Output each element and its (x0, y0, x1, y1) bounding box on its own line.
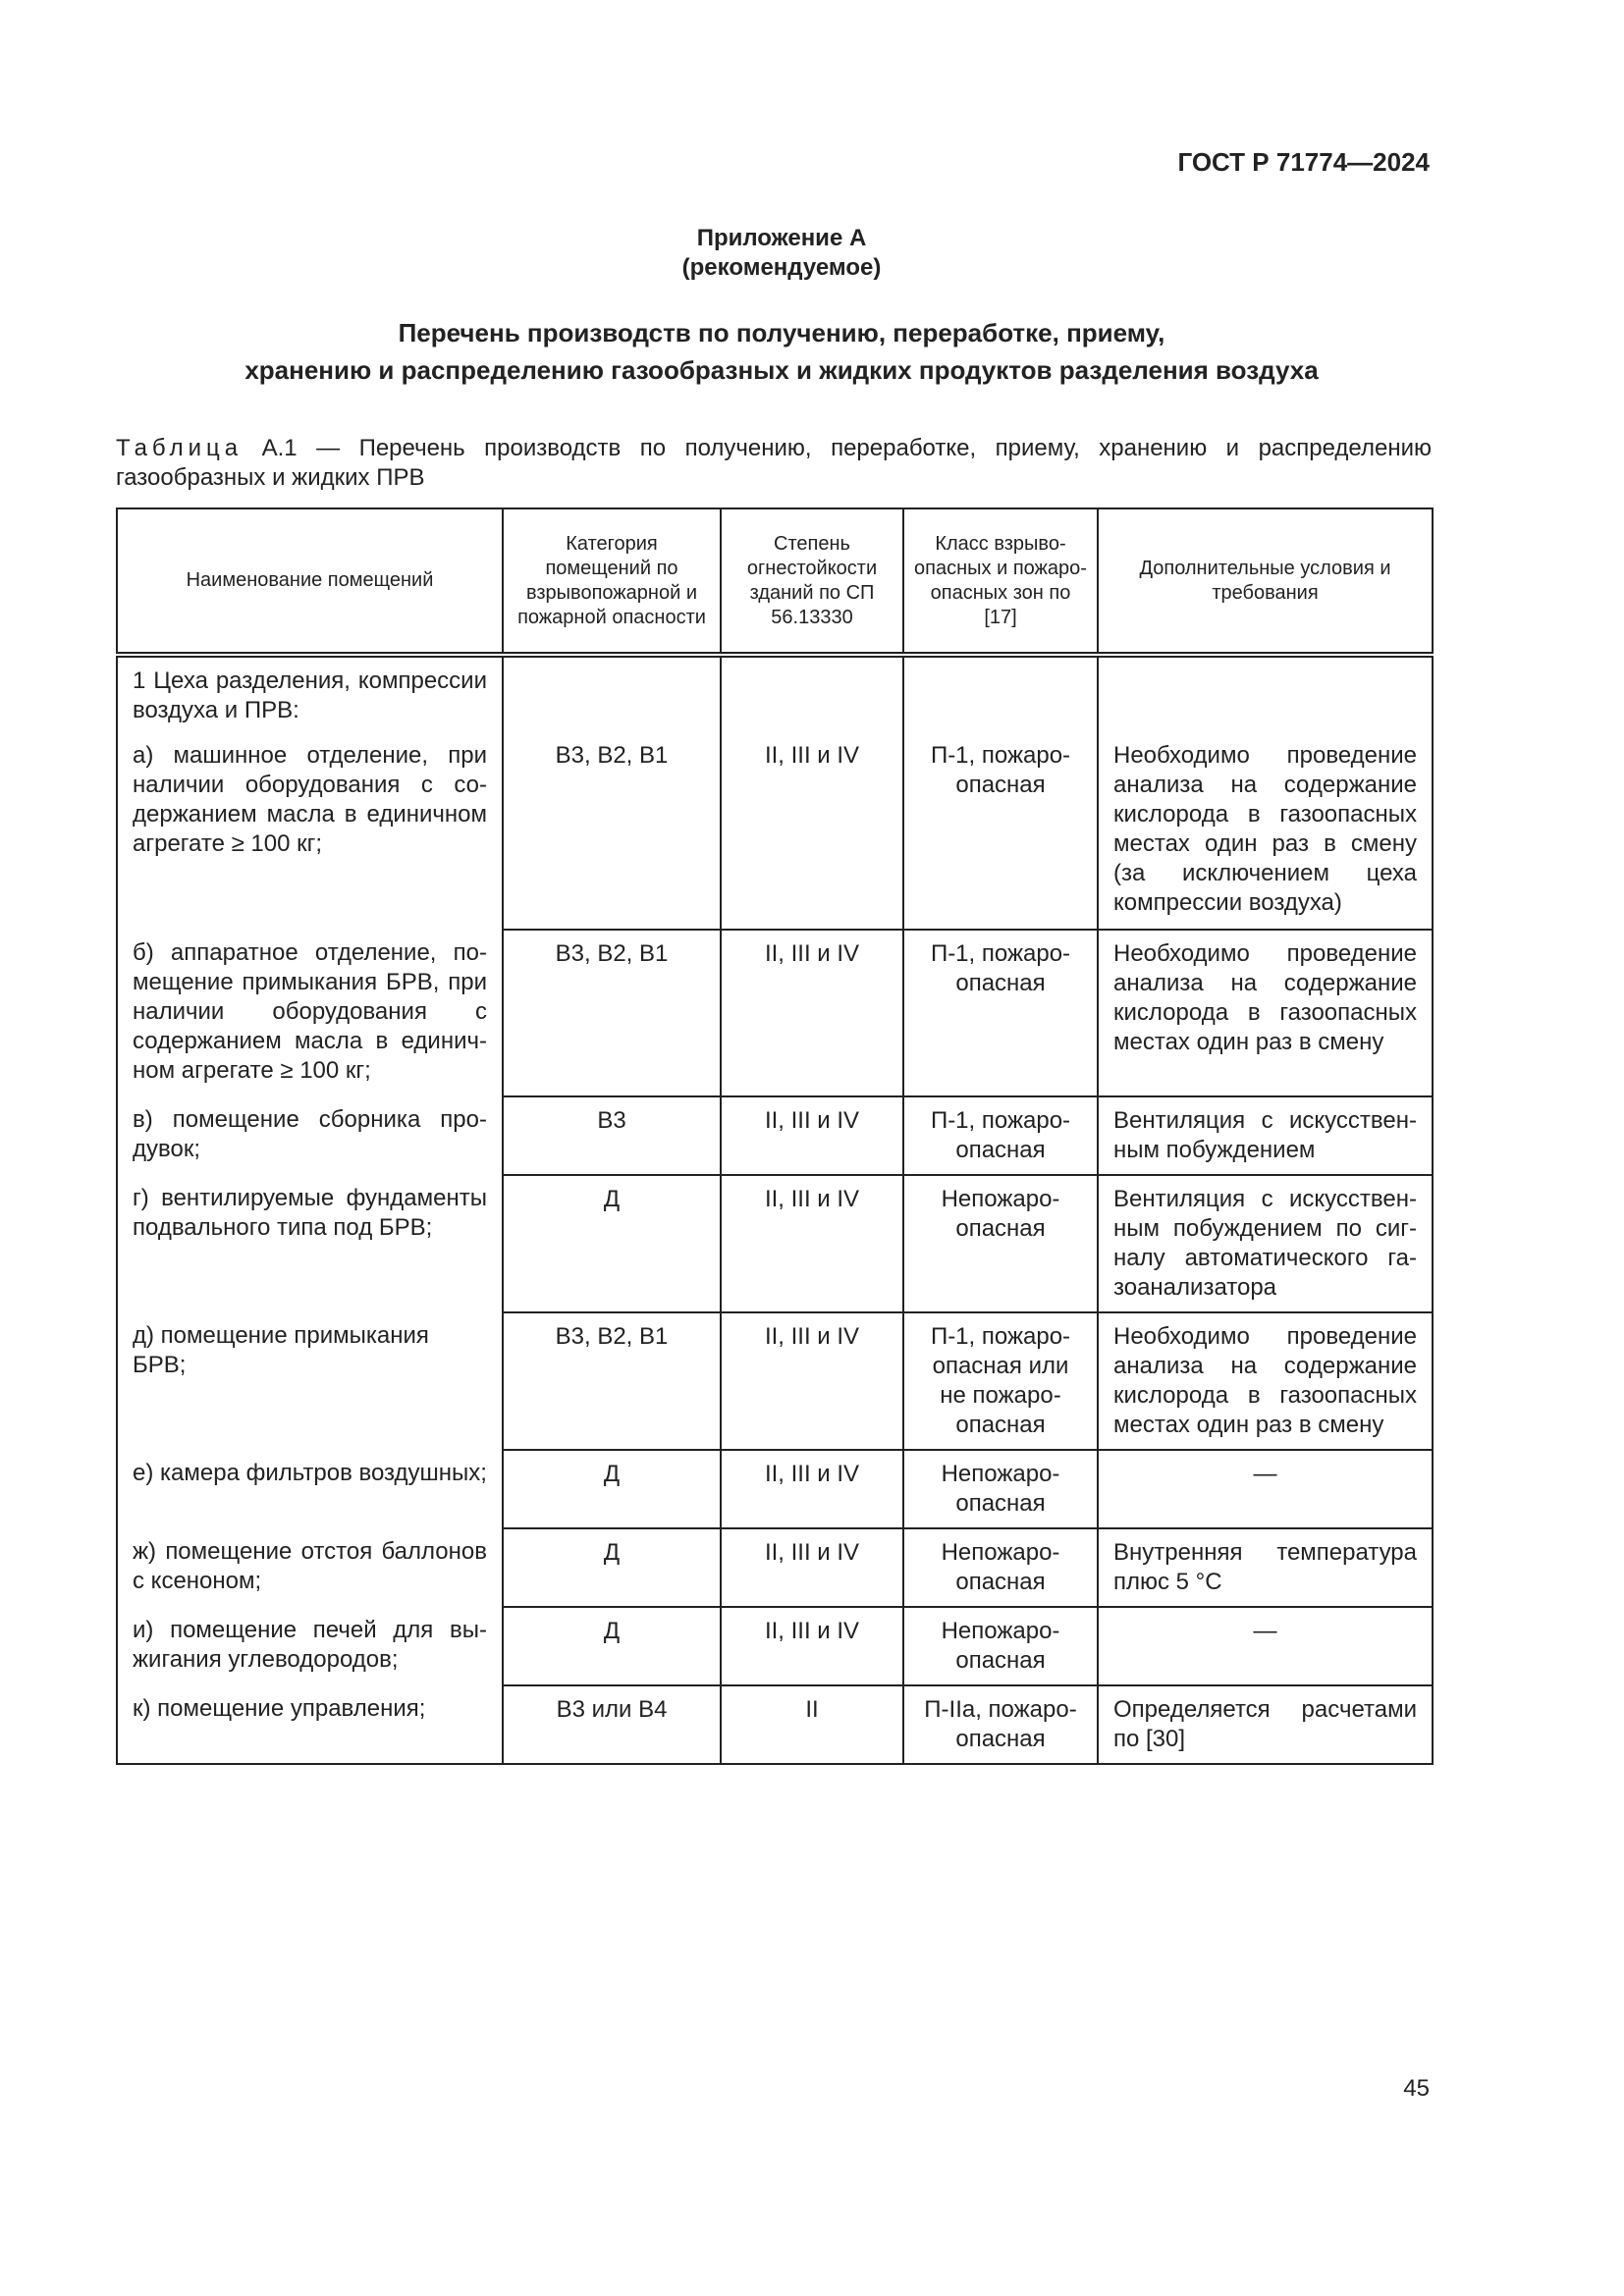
extra-conditions-cell: Определяется расчетами по [30] (1098, 1685, 1433, 1764)
fire-resistance-cell: II, III и IV (721, 1312, 903, 1450)
fire-resistance-cell: II, III и IV (721, 930, 903, 1096)
document-title (0, 314, 1563, 389)
zone-class-cell: Непожароопасная (903, 1528, 1098, 1607)
category-cell: В3 (503, 1096, 721, 1175)
appendix-status: (рекомендуемое) (681, 254, 882, 281)
appendix-title: Приложение А (696, 225, 867, 251)
fire-resistance-cell: II, III и IV (721, 1528, 903, 1607)
category-cell: В3, В2, В1 (503, 930, 721, 1096)
appendix-heading (0, 224, 1563, 283)
zone-class-cell: П-1, пожароопасная (903, 1096, 1098, 1175)
table-caption (116, 434, 1432, 493)
extra-conditions-cell: — (1098, 1450, 1433, 1528)
fire-resistance-cell: II, III и IV (721, 1175, 903, 1312)
fire-resistance-cell: II, III и IV (721, 1607, 903, 1685)
category-cell: В3, В2, В1 (503, 655, 721, 930)
room-name-cell: д) помещение примыкания БРВ; (117, 1312, 503, 1450)
table-header-row (117, 508, 1433, 655)
category-cell: В3 или В4 (503, 1685, 721, 1764)
zone-class-cell: П-1, пожароопасная или не пожароопасная (903, 1312, 1098, 1450)
zone-class-cell: П-IIа, пожароопасная (903, 1685, 1098, 1764)
room-name-cell (117, 655, 503, 930)
table-row (117, 1175, 1433, 1312)
header-category: Категория помещений по взрывопожарной и пожарной опасности (503, 508, 721, 655)
table-row (117, 1528, 1433, 1607)
fire-resistance-cell: II, III и IV (721, 1450, 903, 1528)
zone-class-cell: Непожароопасная (903, 1607, 1098, 1685)
room-name-cell: ж) помещение отстоя баллонов с ксеноном; (117, 1528, 503, 1607)
room-name-cell: в) помещение сборника продувок; (117, 1096, 503, 1175)
header-room-name: Наименование помещений (117, 508, 503, 655)
table-row (117, 1607, 1433, 1685)
category-cell: Д (503, 1175, 721, 1312)
document-title-line-1: Перечень производств по получению, переработке, приему, (398, 318, 1165, 347)
header-extra-conditions: Дополнительные условия и требования (1098, 508, 1433, 655)
zone-class-cell: П-1, пожароопасная (903, 930, 1098, 1096)
document-title-line-2: хранению и распределению газообразных и жидких продуктов разделения воздуха (244, 355, 1319, 385)
group-heading: 1 Цеха разделения, компрессии воздуха и ПРВ: (133, 667, 487, 723)
zone-class-cell: Непожароопасная (903, 1450, 1098, 1528)
document-code: ГОСТ Р 71774—2024 (1177, 147, 1430, 177)
extra-conditions-cell: Необходимо проведение анализа на содержание кислорода в газоопасных местах один раз в смену (за исключением цеха компрессии воздуха) (1098, 655, 1433, 930)
extra-conditions-cell: Необходимо проведение анализа на содержание кислорода в газоопасных местах один раз в смену (1098, 930, 1433, 1096)
room-name-cell: и) помещение печей для выжигания углеводородов; (117, 1607, 503, 1685)
extra-conditions-cell: Вентиляция с искусственным побуждением по сигналу автоматического газоанализатора (1098, 1175, 1433, 1312)
rooms-table (116, 507, 1434, 1765)
table-row (117, 930, 1433, 1096)
fire-resistance-cell: II (721, 1685, 903, 1764)
zone-class-cell: П-1, пожароопасная (903, 655, 1098, 930)
zone-class-cell: Непожароопасная (903, 1175, 1098, 1312)
room-name-cell: к) помещение управления; (117, 1685, 503, 1764)
category-cell: Д (503, 1528, 721, 1607)
header-fire-resistance: Степень огнестойкости зданий по СП 56.13330 (721, 508, 903, 655)
extra-conditions-cell: Вентиляция с искусственным побуждением (1098, 1096, 1433, 1175)
table-row (117, 1450, 1433, 1528)
fire-resistance-cell: II, III и IV (721, 655, 903, 930)
table-row (117, 1685, 1433, 1764)
category-cell: Д (503, 1607, 721, 1685)
table-row (117, 655, 1433, 930)
category-cell: В3, В2, В1 (503, 1312, 721, 1450)
table-caption-text: А.1 — Перечень производств по получению, переработке, приему, хранению и распределению газообразных и жидких ПРВ (116, 435, 1432, 491)
extra-conditions-cell: Внутренняя температура плюс 5 °С (1098, 1528, 1433, 1607)
page-number: 45 (1403, 2075, 1430, 2102)
extra-conditions-cell: Необходимо проведение анализа на содержание кислорода в газоопасных местах один раз в смену (1098, 1312, 1433, 1450)
table-caption-label: Таблица (116, 435, 244, 461)
fire-resistance-cell: II, III и IV (721, 1096, 903, 1175)
category-cell: Д (503, 1450, 721, 1528)
extra-conditions-cell: — (1098, 1607, 1433, 1685)
room-name-cell: е) камера фильтров воздушных; (117, 1450, 503, 1528)
header-zone-class: Класс взрывоопасных и пожароопасных зон по [17] (903, 508, 1098, 655)
room-name-cell: г) вентилируемые фундаменты подвального типа под БРВ; (117, 1175, 503, 1312)
room-name-cell: б) аппаратное отделение, помещение примыкания БРВ, при наличии оборудования с содержанием масла в единичном агрегате ≥ 100 кг; (117, 930, 503, 1096)
table-row (117, 1096, 1433, 1175)
table-row (117, 1312, 1433, 1450)
room-name: а) машинное отделение, при наличии оборудования с содержанием масла в единичном агрегате ≥ 100 кг; (133, 742, 487, 857)
